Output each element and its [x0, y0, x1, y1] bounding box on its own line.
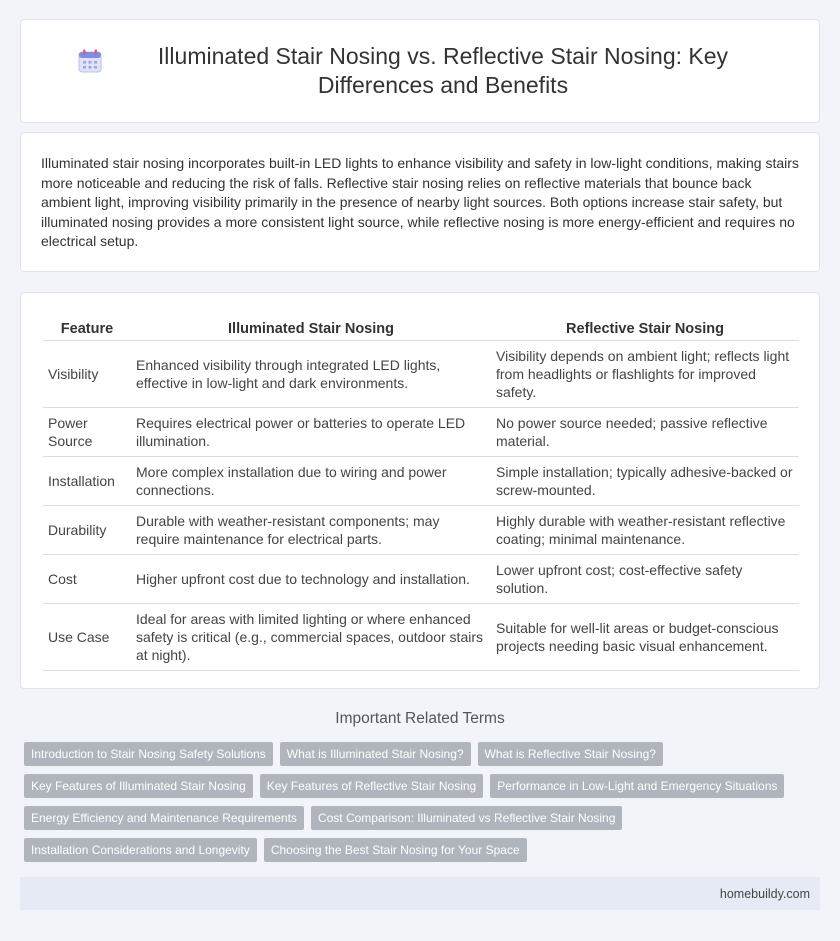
comparison-table-card	[20, 292, 820, 689]
reflective-cell: Visibility depends on ambient light; reflects light from headlights or flashlights for improved safety.	[491, 341, 799, 408]
illuminated-cell: Higher upfront cost due to technology and installation.	[131, 555, 491, 604]
tag-row	[24, 838, 824, 862]
illuminated-cell: Ideal for areas with limited lighting or where enhanced safety is critical (e.g., commercial spaces, outdoor stairs at night).	[131, 604, 491, 671]
table-row	[43, 555, 799, 604]
illuminated-cell: More complex installation due to wiring and power connections.	[131, 457, 491, 506]
illuminated-cell: Requires electrical power or batteries to operate LED illumination.	[131, 408, 491, 457]
feature-cell: Use Case	[43, 604, 131, 671]
feature-cell: Visibility	[43, 341, 131, 408]
related-term-tag[interactable]: Key Features of Reflective Stair Nosing	[260, 774, 483, 798]
footer	[20, 877, 820, 910]
reflective-cell: Lower upfront cost; cost-effective safety solution.	[491, 555, 799, 604]
footer-site-link[interactable]: homebuildy.com	[719, 886, 810, 901]
illuminated-cell: Durable with weather-resistant components; may require maintenance for electrical parts.	[131, 506, 491, 555]
tag-row	[24, 806, 824, 830]
related-terms-title: Important Related Terms	[335, 710, 505, 727]
related-term-tag[interactable]: Installation Considerations and Longevity	[24, 838, 257, 862]
related-terms-list	[24, 742, 824, 870]
comparison-table	[43, 313, 799, 671]
related-term-tag[interactable]: Cost Comparison: Illuminated vs Reflective Stair Nosing	[311, 806, 622, 830]
header-illuminated: Illuminated Stair Nosing	[131, 313, 491, 341]
intro-card	[20, 132, 820, 272]
tag-row	[24, 774, 824, 798]
related-term-tag[interactable]: What is Reflective Stair Nosing?	[478, 742, 663, 766]
table-row	[43, 341, 799, 408]
table-row	[43, 408, 799, 457]
reflective-cell: Highly durable with weather-resistant reflective coating; minimal maintenance.	[491, 506, 799, 555]
intro-paragraph: Illuminated stair nosing incorporates built-in LED lights to enhance visibility and safety in low-light conditions, making stairs more noticeable and reducing the risk of falls. Reflective stair nosing relies on reflective materials that bounce back ambient light, improving visibility primarily in the presence of nearby light sources. Both options increase stair safety, but illuminated nosing provides a more consistent light source, while reflective nosing is more energy-efficient and requires no electrical setup.	[41, 155, 799, 250]
feature-cell: Durability	[43, 506, 131, 555]
reflective-cell: Simple installation; typically adhesive-backed or screw-mounted.	[491, 457, 799, 506]
feature-cell: Cost	[43, 555, 131, 604]
table-row	[43, 506, 799, 555]
illuminated-cell: Enhanced visibility through integrated LED lights, effective in low-light and dark environments.	[131, 341, 491, 408]
table-header-row	[43, 313, 799, 341]
feature-cell: Power Source	[43, 408, 131, 457]
related-term-tag[interactable]: Choosing the Best Stair Nosing for Your Space	[264, 838, 527, 862]
related-term-tag[interactable]: What is Illuminated Stair Nosing?	[280, 742, 471, 766]
table-row	[43, 604, 799, 671]
related-term-tag[interactable]: Performance in Low-Light and Emergency Situations	[490, 774, 784, 798]
reflective-cell: No power source needed; passive reflective material.	[491, 408, 799, 457]
related-term-tag[interactable]: Energy Efficiency and Maintenance Requirements	[24, 806, 304, 830]
feature-cell: Installation	[43, 457, 131, 506]
reflective-cell: Suitable for well-lit areas or budget-conscious projects needing basic visual enhancement.	[491, 604, 799, 671]
header-card	[20, 19, 820, 123]
tag-row	[24, 742, 824, 766]
related-term-tag[interactable]: Introduction to Stair Nosing Safety Solutions	[24, 742, 273, 766]
table-row	[43, 457, 799, 506]
calendar-icon	[77, 48, 103, 74]
related-term-tag[interactable]: Key Features of Illuminated Stair Nosing	[24, 774, 253, 798]
header-feature: Feature	[43, 313, 131, 341]
header-reflective: Reflective Stair Nosing	[491, 313, 799, 341]
page-title: Illuminated Stair Nosing vs. Reflective Stair Nosing: Key Differences and Benefits	[157, 43, 729, 98]
